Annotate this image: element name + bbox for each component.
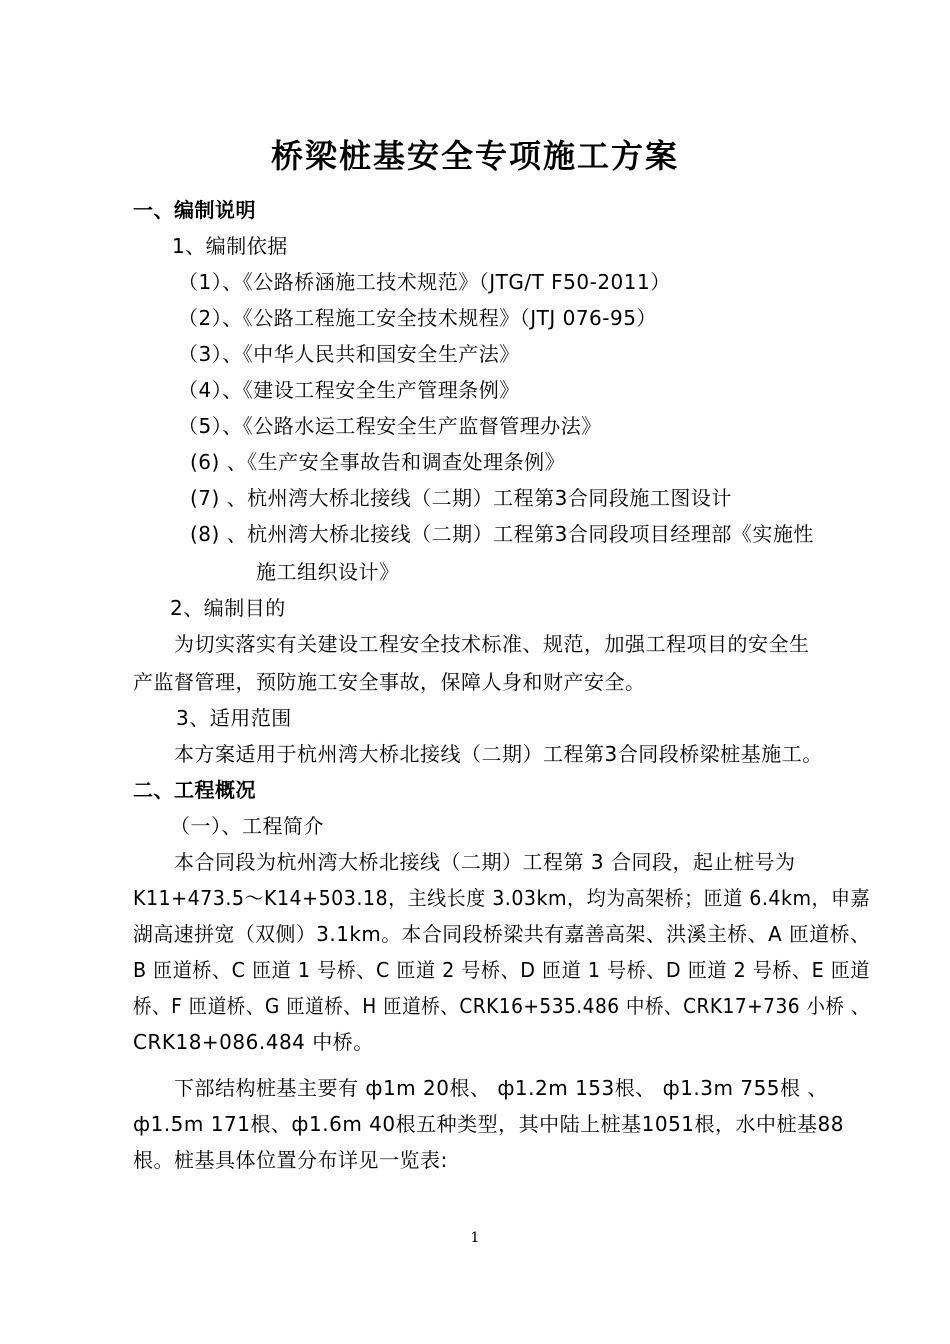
basis-item: （3）、《中华人民共和国安全生产法》 xyxy=(178,342,520,366)
basis-item: （4）、《建设工程安全生产管理条例》 xyxy=(178,378,520,402)
pile-para-line: 下部结构桩基主要有 ф1m 20根、 ф1.2m 153根、 ф1.3m 755根 、 xyxy=(174,1076,828,1100)
purpose-line: 产监督管理，预防施工安全事故，保障人身和财产安全。 xyxy=(133,670,646,694)
purpose-line: 为切实落实有关建设工程安全技术标准、规范，加强工程项目的安全生 xyxy=(174,632,810,656)
pile-para-line: 根。桩基具体位置分布详见一览表: xyxy=(133,1148,448,1172)
basis-item: （1）、《公路桥涵施工技术规范》（JTG/T F50-2011） xyxy=(178,270,671,294)
section-heading-2: 二、工程概况 xyxy=(133,778,256,802)
scope-line: 本方案适用于杭州湾大桥北接线（二期）工程第3合同段桥梁桩基施工。 xyxy=(174,742,823,766)
basis-heading: 1、编制依据 xyxy=(172,234,288,258)
basis-item: (7) 、杭州湾大桥北接线（二期）工程第3合同段施工图设计 xyxy=(190,486,732,510)
intro-para-line: B 匝道桥、C 匝道 1 号桥、C 匝道 2 号桥、D 匝道 1 号桥、D 匝道 2 号桥、E 匝道 xyxy=(133,958,870,982)
intro-para-line: K11+473.5～K14+503.18，主线长度 3.03km，均为高架桥；匝道 6.4km，申嘉 xyxy=(133,886,871,910)
purpose-heading: 2、编制目的 xyxy=(170,596,286,620)
basis-item: (6) 、《生产安全事故告和调查处理条例》 xyxy=(190,450,566,474)
basis-item: (8) 、杭州湾大桥北接线（二期）工程第3合同段项目经理部《实施性 xyxy=(190,522,814,546)
intro-para-line: CRK18+086.484 中桥。 xyxy=(133,1030,374,1054)
intro-heading: （一）、工程简介 xyxy=(170,814,324,838)
pile-para-line: ф1.5m 171根、ф1.6m 40根五种类型，其中陆上桩基1051根，水中桩基88 xyxy=(133,1112,844,1136)
intro-para-line: 本合同段为杭州湾大桥北接线（二期）工程第 3 合同段，起止桩号为 xyxy=(174,850,796,874)
intro-para-line: 湖高速拼宽（双侧）3.1km。本合同段桥梁共有嘉善高架、洪溪主桥、A 匝道桥、 xyxy=(133,922,871,946)
page-number: 1 xyxy=(470,1230,480,1246)
scope-heading: 3、适用范围 xyxy=(176,706,292,730)
basis-item-continuation: 施工组织设计》 xyxy=(256,560,400,584)
basis-item: （2）、《公路工程施工安全技术规程》（JTJ 076-95） xyxy=(178,306,657,330)
intro-para-line: 桥、F 匝道桥、G 匝道桥、H 匝道桥、CRK16+535.486 中桥、CRK17+736 小桥 、 xyxy=(133,994,870,1018)
basis-item: （5）、《公路水运工程安全生产监督管理办法》 xyxy=(178,414,602,438)
section-heading-1: 一、编制说明 xyxy=(133,198,256,222)
document-title: 桥梁桩基安全专项施工方案 xyxy=(270,137,679,175)
